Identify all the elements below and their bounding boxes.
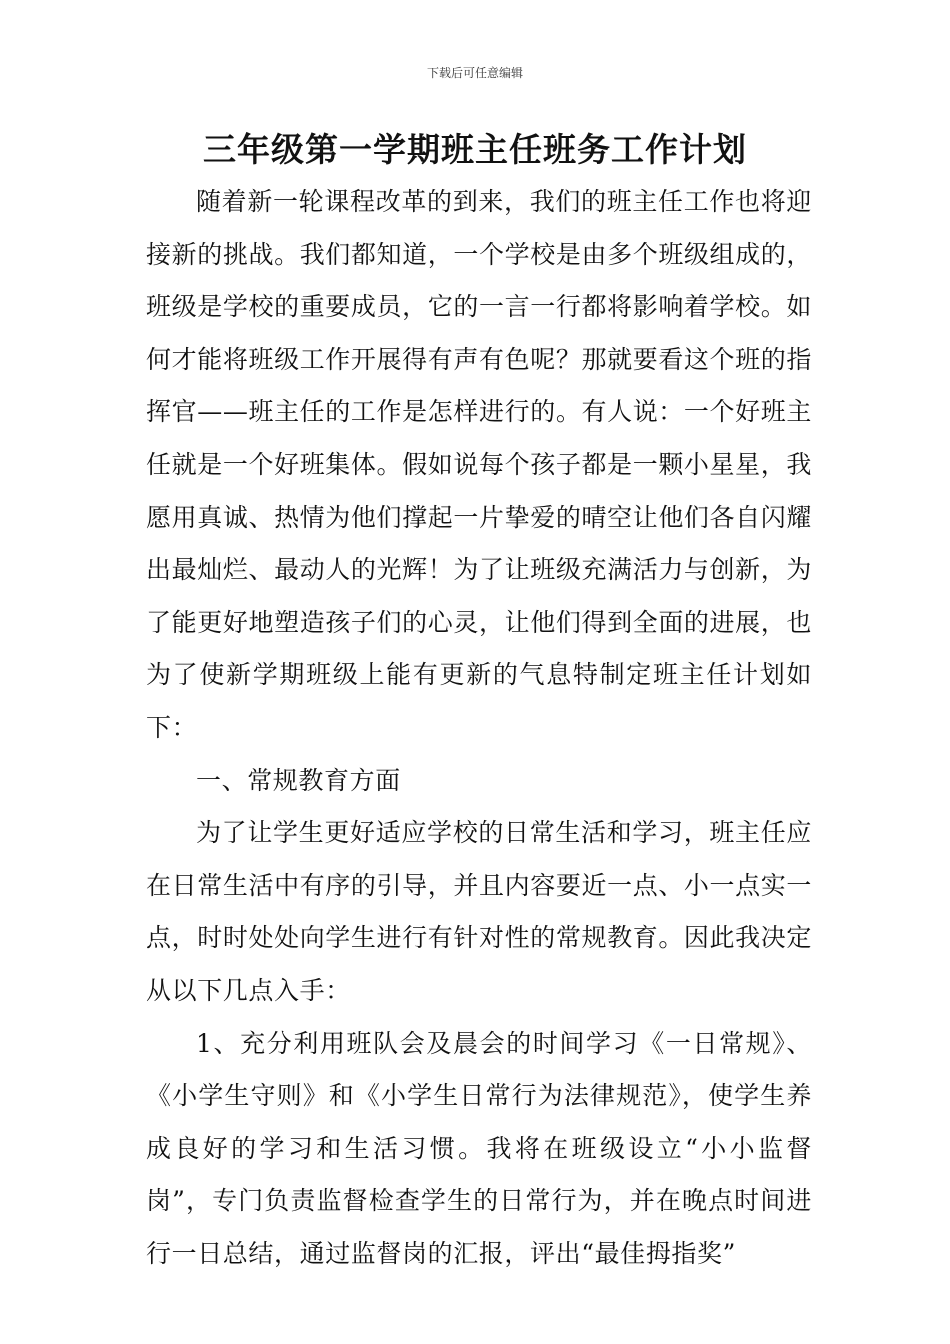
- header-note: 下载后可任意编辑: [426, 66, 523, 80]
- section-heading-routine-education: 一、常规教育方面: [196, 765, 401, 795]
- document-body: [146, 176, 812, 1280]
- document-title: 三年级第一学期班主任班务工作计划: [203, 130, 747, 169]
- intro-paragraph: 随着新一轮课程改革的到来，我们的班主任工作也将迎接新的挑战。我们都知道，一个学校是由多个班级组成的，班级是学校的重要成员，它的一言一行都将影响着学校。如何才能将班级工作开展得有声有色呢？那就要看这个班的指挥官——班主任的工作是怎样进行的。有人说：一个好班主任就是一个好班集体。假如说每个孩子都是一颗小星星，我愿用真诚、热情为他们撑起一片挚爱的晴空让他们各自闪耀出最灿烂、最动人的光辉！为了让班级充满活力与创新，为了能更好地塑造孩子们的心灵，让他们得到全面的进展，也为了使新学期班级上能有更新的气息特制定班主任计划如下：: [146, 187, 812, 742]
- routine-education-paragraph: 为了让学生更好适应学校的日常生活和学习，班主任应在日常生活中有序的引导，并且内容要近一点、小一点实一点，时时处处向学生进行有针对性的常规教育。因此我决定从以下几点入手：: [146, 818, 812, 1005]
- list-item-1-paragraph: 1、充分利用班队会及晨会的时间学习《一日常规》、《小学生守则》和《小学生日常行为法律规范》，使学生养成良好的学习和生活习惯。我将在班级设立“小小监督岗”，专门负责监督检查学生的日常行为，并在晚点时间进行一日总结，通过监督岗的汇报，评出“最佳拇指奖”: [146, 1028, 812, 1268]
